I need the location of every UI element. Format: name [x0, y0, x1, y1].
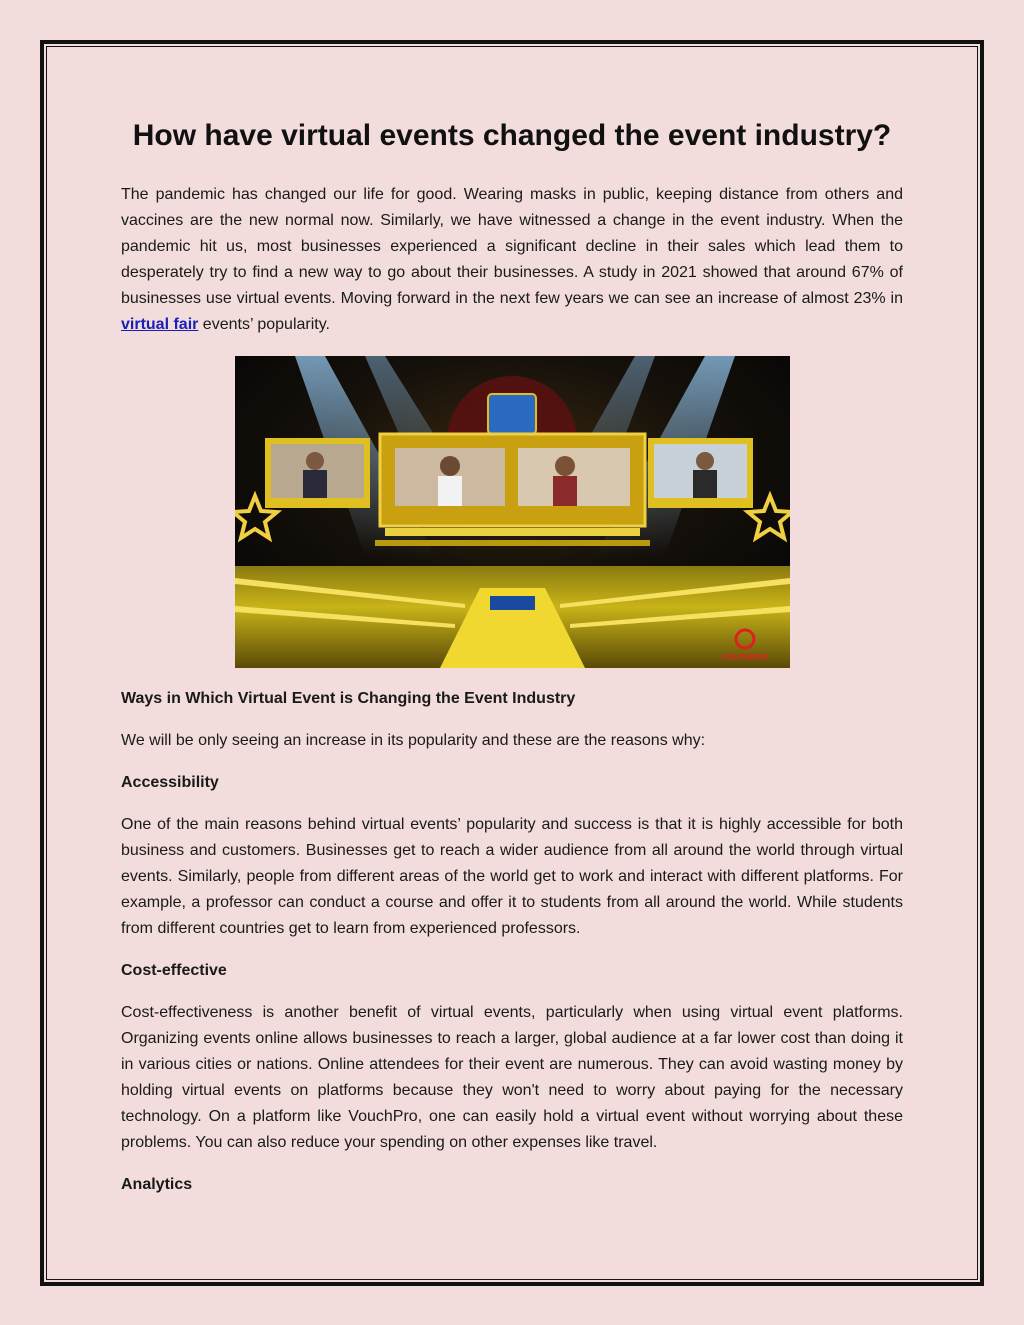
cost-effective-paragraph: Cost-effectiveness is another benefit of virtual events, particularly when using virtual event platforms. Organizing events online allows businesses to reach a larger, global audience at a far lower cost than doing it in various cities or nations. Online attendees for their event are numerous. They can avoid wasting money by holding virtual events on platforms because they won't need to worry about paying for the necessary technology. On a platform like VouchPro, one can easily hold a virtual event without worrying about these problems. You can also reduce your spending on other expenses like travel.: [121, 1004, 903, 1151]
accessibility-heading: Accessibility: [121, 774, 219, 791]
intro-text-end: events’ popularity.: [198, 316, 330, 333]
speaker-body: [693, 470, 717, 498]
speaker-head: [696, 452, 714, 470]
virtual-event-stage-image: [235, 356, 790, 668]
article-title: How have virtual events changed the event industry?: [132, 119, 892, 152]
speaker-head: [555, 456, 575, 476]
section-intro: We will be only seeing an increase in its popularity and these are the reasons why:: [121, 732, 706, 749]
award-logo: [488, 394, 536, 434]
virtual-fair-link[interactable]: virtual fair: [121, 316, 199, 333]
intro-text-start: The pandemic has changed our life for good. Wearing masks in public, keeping distance from others and vaccines are the new normal now. Similarly, we have witnessed a change in the event industry. When the pandemic hit us, most businesses experienced a significant decline in their sales which lead them to desperately try to find a new way to go about their businesses. A study in 2021 showed that around 67% of businesses use virtual events. Moving forward in the next few years we can see an increase of almost 23% in: [121, 186, 903, 307]
speaker-head: [306, 452, 324, 470]
stage-steps: [375, 540, 650, 546]
speaker-head: [440, 456, 460, 476]
section-heading: Ways in Which Virtual Event is Changing the Event Industry: [121, 690, 576, 707]
stage-steps: [385, 528, 640, 536]
podium-screen: [490, 596, 535, 610]
speaker-body: [553, 476, 577, 506]
article-body: [121, 118, 903, 1198]
cost-effective-heading: Cost-effective: [121, 962, 227, 979]
speaker-body: [303, 470, 327, 498]
brand-label: VOUCHPRO: [721, 653, 768, 662]
analytics-heading: Analytics: [121, 1176, 193, 1193]
intro-paragraph: [121, 182, 903, 338]
speaker-body: [438, 476, 462, 506]
accessibility-paragraph: One of the main reasons behind virtual events’ popularity and success is that it is highly accessible for both business and customers. Businesses get to reach a wider audience from all around the world through virtual events. Similarly, people from different areas of the world get to work and interact with different platforms. For example, a professor can conduct a course and offer it to students from all around the world. While students from different countries get to learn from experienced professors.: [121, 816, 903, 937]
